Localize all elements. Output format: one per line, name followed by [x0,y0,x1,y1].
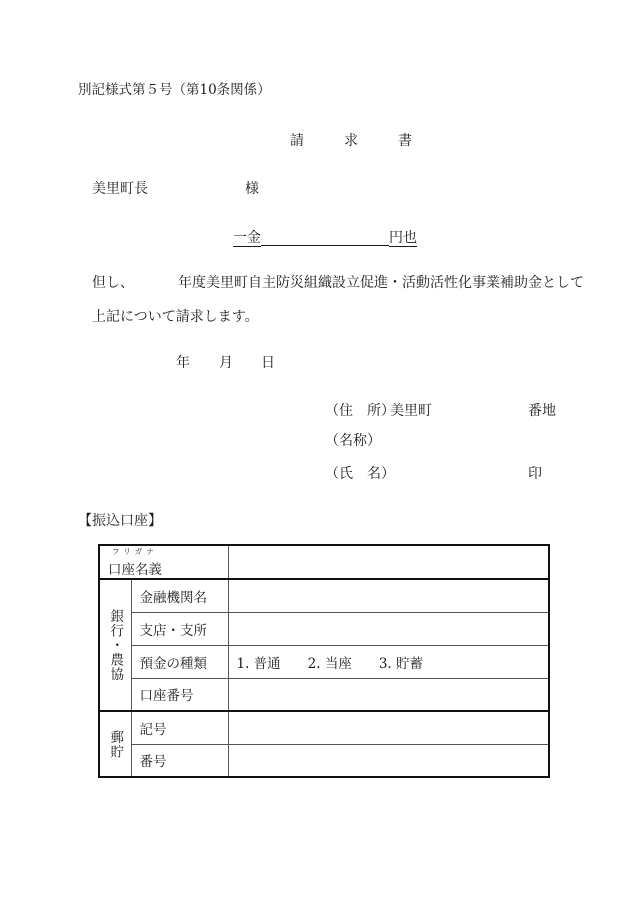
institution-name-input[interactable] [228,579,549,612]
transfer-account-heading: 【振込口座】 [78,513,162,529]
addressee-name: 美里町長 [92,181,148,197]
table-row [99,545,549,579]
table-row [99,744,549,777]
address-suffix: 番地 [528,403,556,419]
bank-row-label: 支店・支所 [131,612,228,645]
account-name-cell [99,545,228,579]
body-line-2: 上記について請求します。 [92,309,259,325]
furigana-label: フリガナ [112,547,158,556]
body-rest: 年度美里町自主防災組織設立促進・活動活性化事業補助金として [178,275,584,291]
branch-input[interactable] [228,612,549,645]
bank-group-cell [99,579,131,711]
deposit-type-options[interactable] [228,645,549,678]
address-value: 美里町 [390,403,432,419]
organization-name-label: （名称） [325,433,381,449]
bank-row-label: 口座番号 [131,678,228,711]
table-row [99,645,549,678]
body-prefix: 但し、 [92,275,134,291]
post-number-input[interactable] [228,744,549,777]
date-year: 年 [176,355,190,371]
amount-prefix: 一金 [233,230,261,246]
date-day: 日 [261,355,275,371]
post-group-cell [99,711,131,777]
account-name-input[interactable] [228,545,549,579]
table-row [99,579,549,612]
post-row-label: 記号 [131,711,228,744]
amount-suffix: 円也 [389,230,417,246]
form-number: 別記様式第５号（第10条関係） [78,82,271,98]
address-label: （住 所） [325,403,395,419]
deposit-option-ordinary[interactable]: 1. 普通 [236,655,281,672]
amount-line [233,230,417,246]
table-row [99,612,549,645]
addressee-honorific: 様 [245,181,259,197]
body-line-1 [92,276,584,290]
bank-group-label: 銀行・農協 [107,608,124,682]
table-row [99,711,549,744]
seal-mark: 印 [528,466,542,482]
date-month: 月 [219,355,233,371]
table-row [99,678,549,711]
document-title: 請 求 書 [290,133,425,149]
account-name-label: 口座名義 [108,562,162,578]
post-row-label: 番号 [131,744,228,777]
person-name-label: （氏 名） [325,466,395,482]
deposit-option-checking[interactable]: 2. 当座 [307,655,352,672]
deposit-option-savings[interactable]: 3. 貯蓄 [378,655,424,672]
transfer-account-table [98,544,550,778]
bank-row-label: 金融機関名 [131,579,228,612]
bank-row-label: 預金の種類 [131,645,228,678]
post-symbol-input[interactable] [228,711,549,744]
amount-blank[interactable] [261,230,389,246]
account-number-input[interactable] [228,678,549,711]
post-group-label: 郵貯 [107,729,124,759]
